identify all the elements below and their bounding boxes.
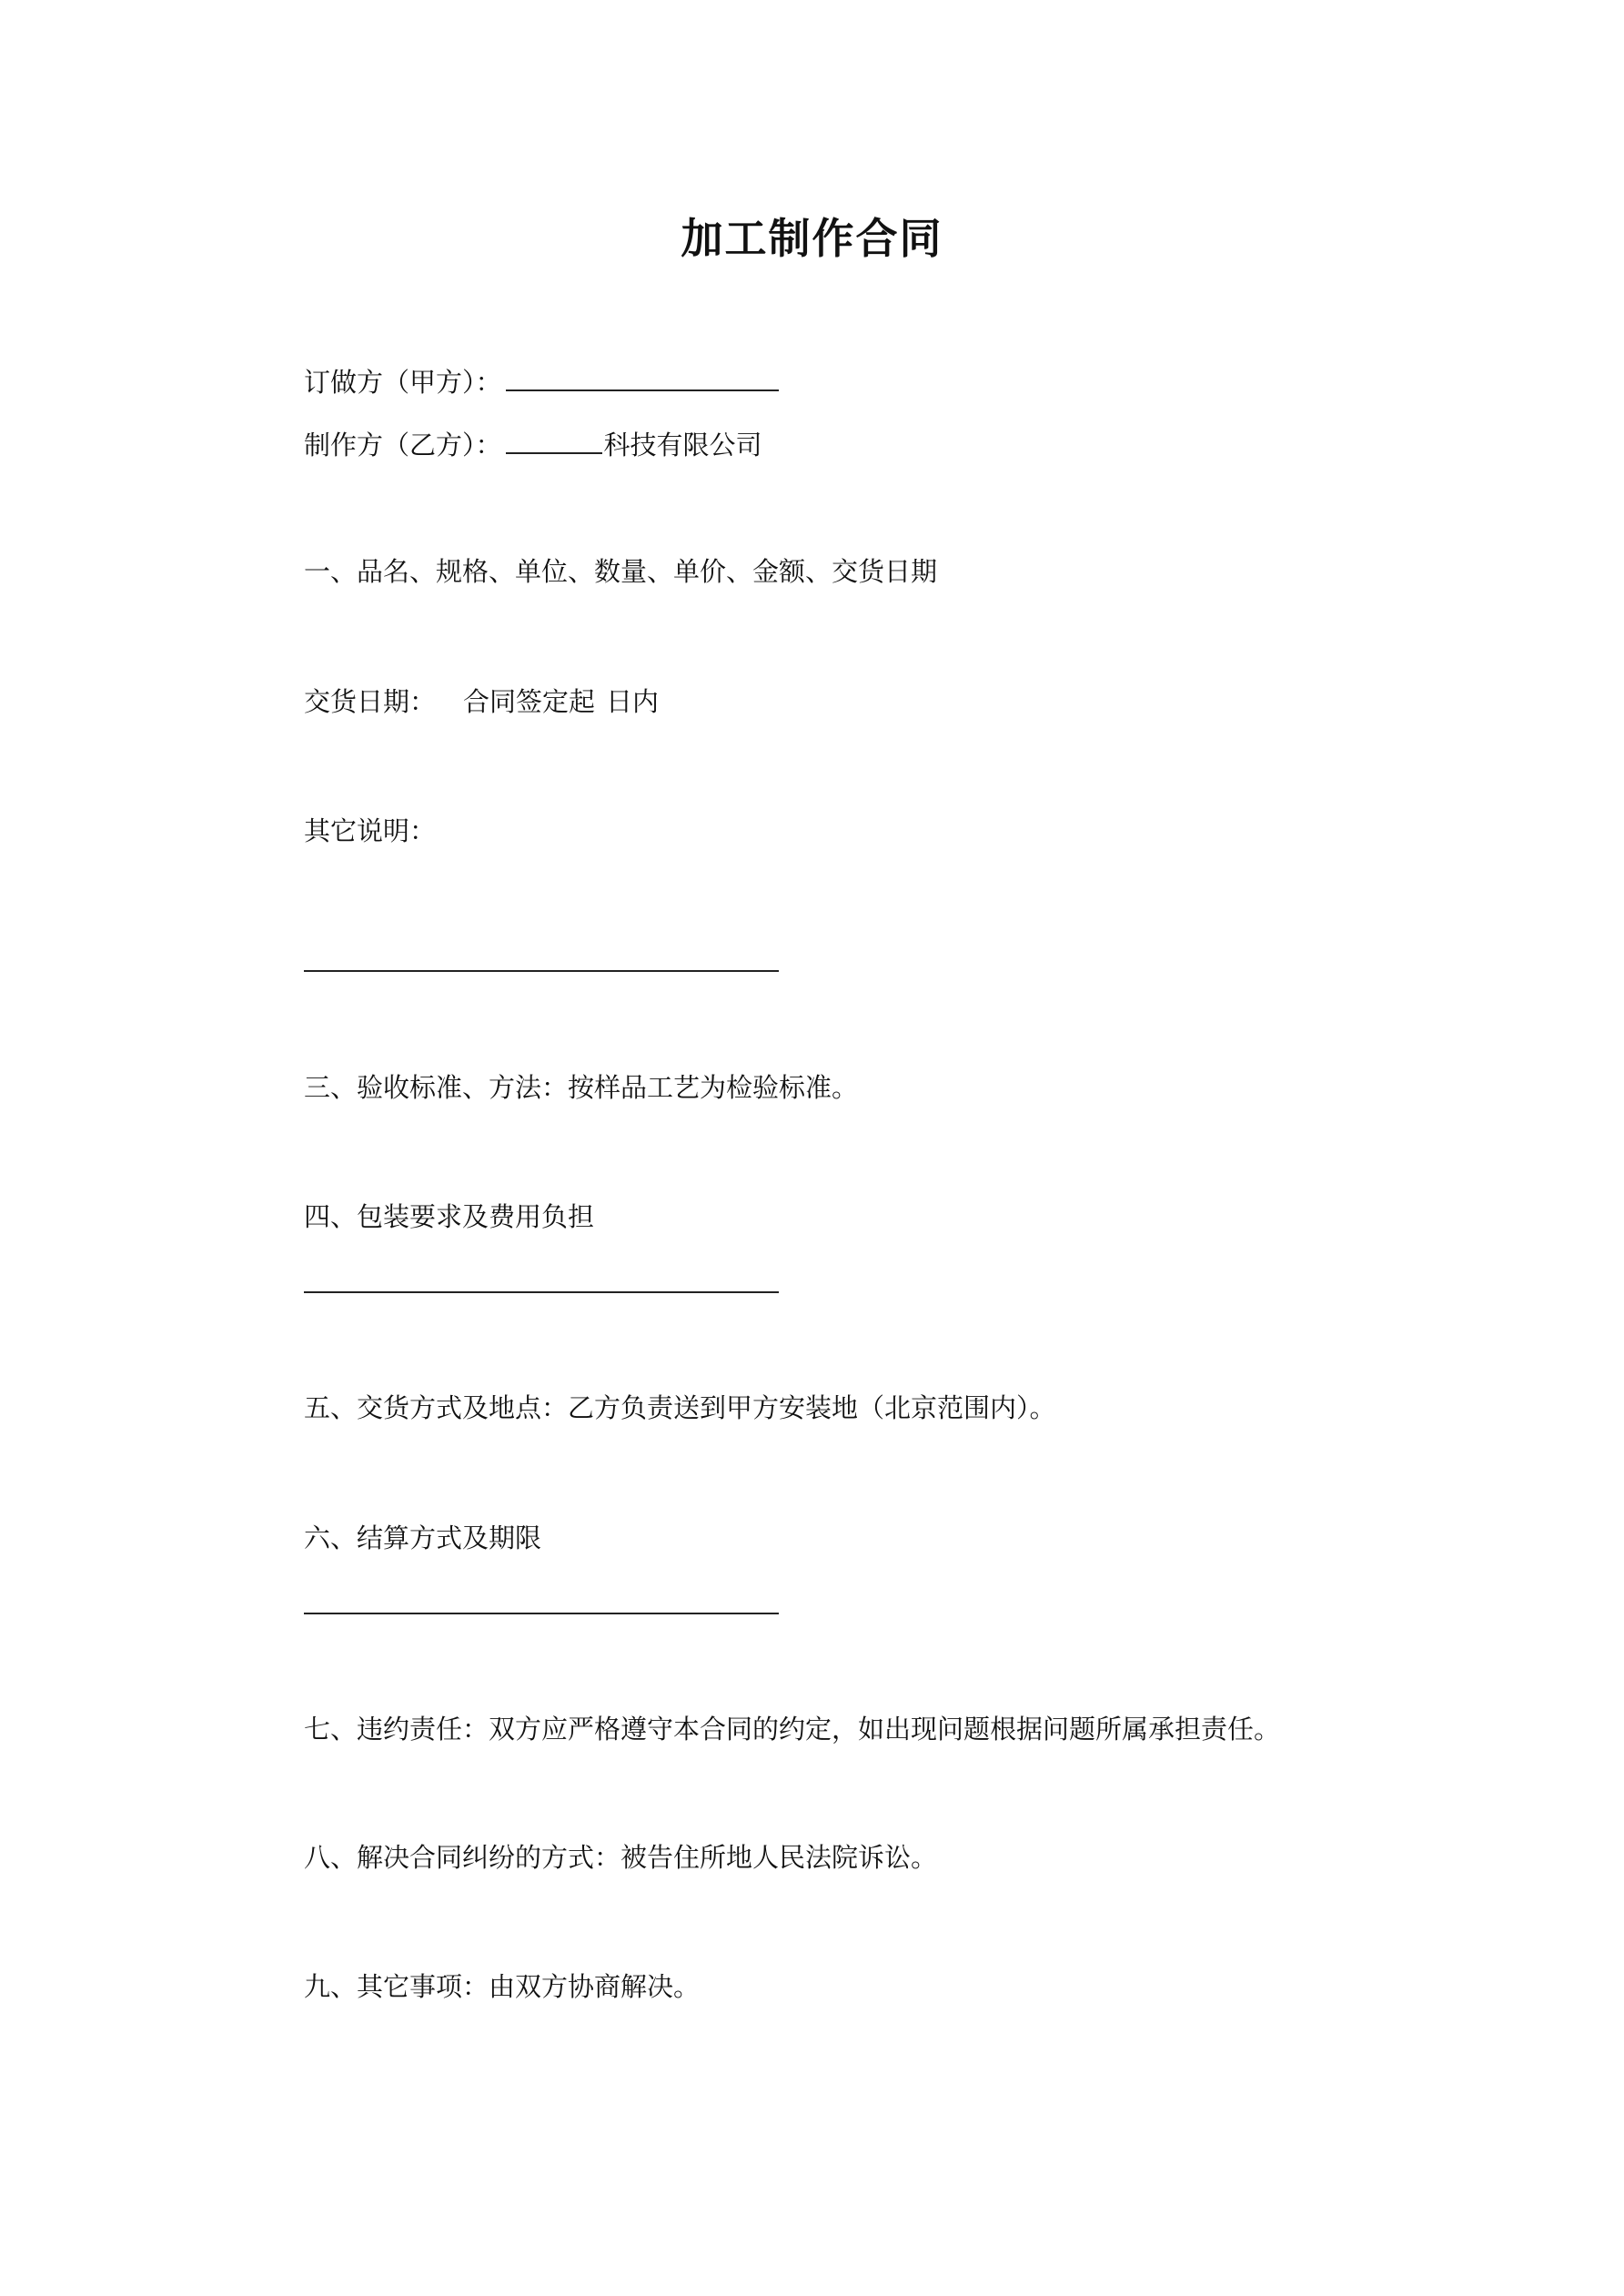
section-1-heading: 一、品名、规格、单位、数量、单价、金额、交货日期 (304, 556, 938, 587)
party-a-label: 订做方（甲方）： (304, 367, 502, 398)
delivery-date-suffix: 日内 (606, 686, 660, 717)
section-6-heading: 六、结算方式及期限 (304, 1522, 542, 1553)
section-5-text: 五、交货方式及地点：乙方负责送到甲方安装地（北京范围内）。 (304, 1392, 1056, 1423)
party-a-blank[interactable] (506, 362, 779, 391)
packaging-blank-line[interactable] (304, 1291, 779, 1293)
section-8-text: 八、解决合同纠纷的方式：被告住所地人民法院诉讼。 (304, 1842, 938, 1873)
party-b-blank[interactable] (506, 425, 602, 454)
party-b-line (304, 425, 762, 463)
document-title: 加工制作合同 (681, 214, 943, 263)
delivery-date-line (304, 683, 659, 720)
section-3-text: 三、验收标准、方法：按样品工艺为检验标准。 (304, 1072, 859, 1103)
section-9-text: 九、其它事项：由双方协商解决。 (304, 1971, 701, 2002)
section-7-text: 七、违约责任：双方应严格遵守本合同的约定，如出现问题根据问题所属承担责任。 (304, 1714, 1281, 1745)
party-a-line (304, 362, 779, 400)
party-b-suffix: 科技有限公司 (603, 430, 762, 460)
delivery-date-label: 交货日期： (304, 686, 437, 717)
other-notes-label: 其它说明： (304, 815, 437, 846)
party-b-label: 制作方（乙方）： (304, 430, 502, 460)
settlement-blank-line[interactable] (304, 1613, 779, 1614)
section-4-heading: 四、包装要求及费用负担 (304, 1201, 595, 1232)
other-notes-blank-line[interactable] (304, 970, 779, 972)
delivery-date-prefix: 合同签定起 (463, 686, 596, 717)
